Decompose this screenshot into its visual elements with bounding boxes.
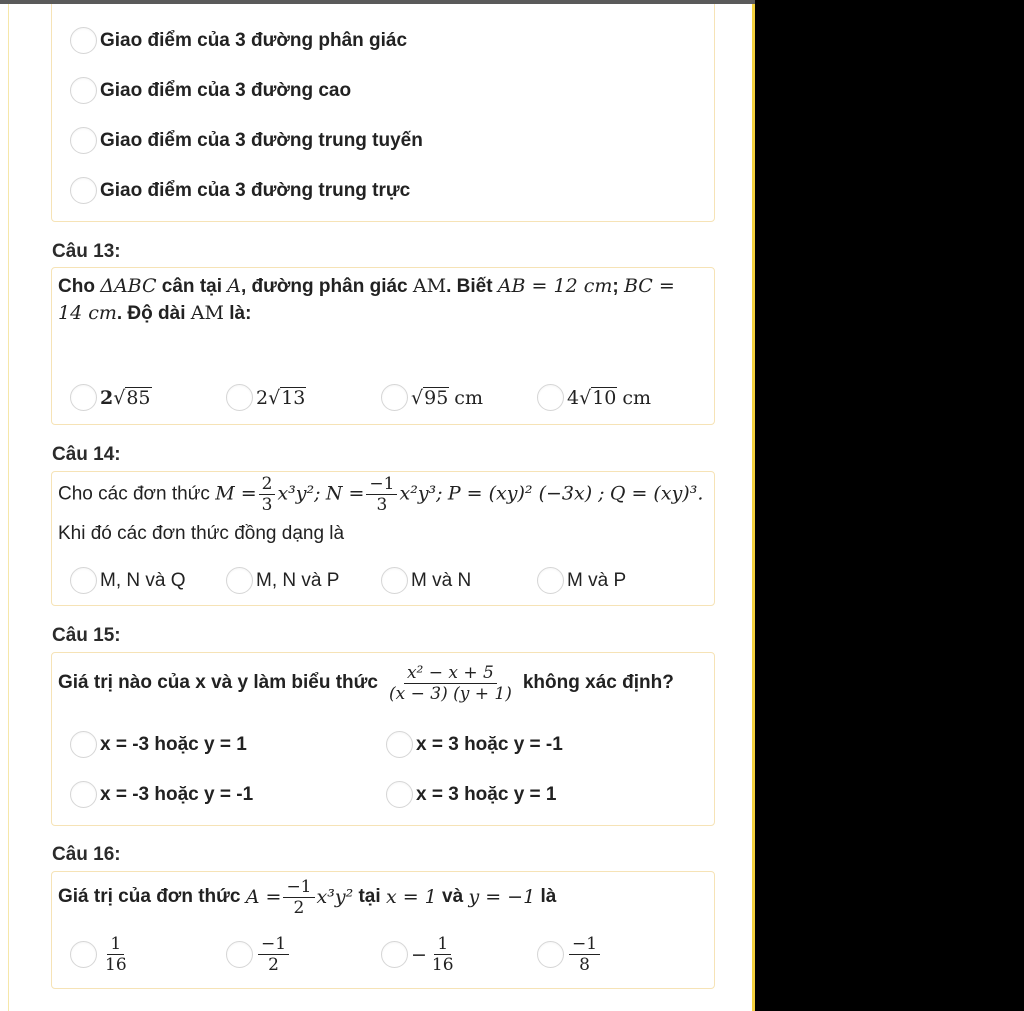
- option-label: x = -3 hoặc y = 1: [100, 733, 247, 755]
- q14-option-b[interactable]: [226, 567, 339, 594]
- option-label: M và N: [411, 569, 472, 591]
- q14-stem-line2: Khi đó các đơn thức đồng dạng là: [58, 523, 345, 544]
- quiz-page: [0, 4, 755, 1011]
- radio-button[interactable]: [70, 781, 97, 808]
- question-label: Câu 16:: [52, 844, 121, 865]
- option-label: x = 3 hoặc y = 1: [416, 783, 557, 805]
- option-label: M, N và Q: [100, 569, 186, 591]
- q14-stem: Cho các đơn thức M = $\frac{2}{3}$ x³y²; N = $\frac{-1}{3}$ x²y³; P = (xy)² (−3x) ; Q = (xy)³.: [58, 474, 704, 515]
- q13-option-c[interactable]: √ 95 cm: [381, 384, 483, 411]
- radio-button[interactable]: [381, 941, 408, 968]
- option-label: x = -3 hoặc y = -1: [100, 783, 254, 805]
- q13-option-a[interactable]: 2 √ 85: [70, 384, 152, 411]
- option-label: Giao điểm của 3 đường trung tuyến: [100, 129, 423, 151]
- q16-stem: Giá trị của đơn thức A = $\frac{-1}{2}$ x³y² tại x = 1 và y = −1 là: [58, 876, 557, 918]
- radio-button[interactable]: [386, 781, 413, 808]
- q14-option-c[interactable]: [381, 567, 471, 594]
- q15-option-a[interactable]: [70, 731, 247, 758]
- radio-button[interactable]: [226, 941, 253, 968]
- q15-option-c[interactable]: [70, 781, 253, 808]
- radio-button[interactable]: [70, 27, 97, 54]
- radio-button[interactable]: [381, 384, 408, 411]
- question-label: Câu 13:: [52, 241, 121, 262]
- q15-stem: Giá trị nào của x và y làm biểu thức $\frac{\text{x² − x + 5}}{(x - 3) (y + 1)}$ không xác định?: [58, 662, 674, 704]
- radio-button[interactable]: [537, 384, 564, 411]
- q16-option-b[interactable]: $\frac{-1}{2}$: [226, 934, 291, 975]
- option-label: M, N và P: [256, 569, 340, 591]
- q12-option-b[interactable]: [70, 77, 351, 104]
- radio-button[interactable]: [537, 567, 564, 594]
- option-label: x = 3 hoặc y = -1: [416, 733, 563, 755]
- radio-button[interactable]: [386, 731, 413, 758]
- option-label: Giao điểm của 3 đường cao: [100, 79, 352, 101]
- option-label: Giao điểm của 3 đường phân giác: [100, 29, 408, 51]
- q12-option-d[interactable]: [70, 177, 410, 204]
- radio-button[interactable]: [70, 731, 97, 758]
- q13-stem: Cho ΔABC cân tại A, đường phân giác AM. Biết AB = 12 cm; BC = 14 cm. Độ dài AM là:: [58, 275, 675, 324]
- radio-button[interactable]: [70, 567, 97, 594]
- q15-option-d[interactable]: [386, 781, 556, 808]
- radio-button[interactable]: [70, 127, 97, 154]
- radio-button[interactable]: [537, 941, 564, 968]
- radio-button[interactable]: [70, 177, 97, 204]
- radio-button[interactable]: [70, 384, 97, 411]
- question-label: Câu 14:: [52, 444, 121, 465]
- q13-option-d[interactable]: 4 √ 10 cm: [537, 384, 651, 411]
- option-label: M và P: [567, 569, 627, 591]
- q12-option-c[interactable]: [70, 127, 423, 154]
- q15-option-b[interactable]: [386, 731, 563, 758]
- q13-option-b[interactable]: 2 √ 13: [226, 384, 306, 411]
- radio-button[interactable]: [226, 384, 253, 411]
- radio-button[interactable]: [381, 567, 408, 594]
- radio-button[interactable]: [70, 77, 97, 104]
- question-label: Câu 15:: [52, 625, 121, 646]
- q12-option-a[interactable]: [70, 27, 407, 54]
- option-label: Giao điểm của 3 đường trung trực: [100, 179, 411, 201]
- q14-option-d[interactable]: [537, 567, 626, 594]
- q16-option-d[interactable]: $\frac{-1}{8}$: [537, 934, 602, 975]
- radio-button[interactable]: [226, 567, 253, 594]
- radio-button[interactable]: [70, 941, 97, 968]
- left-divider: [8, 4, 9, 1011]
- q16-option-a[interactable]: $\frac{1}{16}$: [70, 934, 132, 975]
- q16-option-c[interactable]: − $\frac{1}{16}$: [381, 934, 459, 975]
- q14-option-a[interactable]: [70, 567, 186, 594]
